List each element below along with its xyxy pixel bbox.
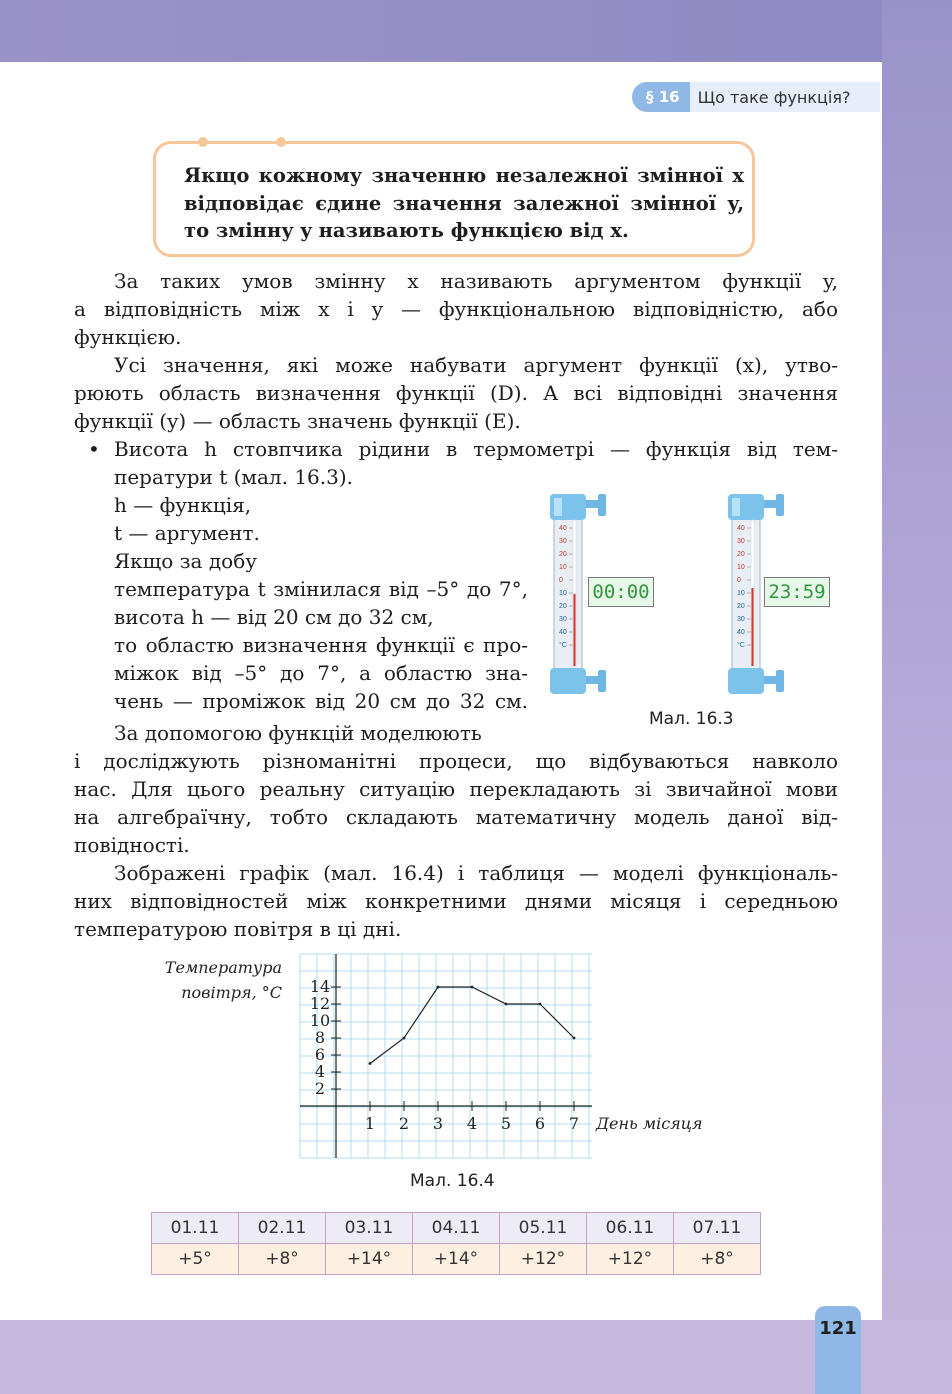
- x-tick-label: 5: [500, 1114, 512, 1133]
- x-tick-label: 6: [534, 1114, 546, 1133]
- y-tick-label: 8: [314, 1028, 326, 1047]
- cap-shine: [732, 498, 740, 516]
- x-tick-label: 1: [364, 1114, 376, 1133]
- text-line: рюють область визначення функції (D). А всі відповідні значення: [74, 381, 838, 405]
- figure-caption-16-4: Мал. 16.4: [410, 1171, 495, 1191]
- y-axis-label: Температура: [164, 958, 282, 977]
- paragraph-1: [74, 267, 838, 351]
- table-cell-temp: +8°: [674, 1244, 761, 1275]
- thermometer-cap-bottom: [728, 668, 764, 694]
- bullet-text: [114, 435, 838, 491]
- bracket-bottom-mount: [776, 670, 784, 692]
- text-line: на алгебраїчну, тобто складають математичну модель даної від-: [74, 805, 838, 829]
- scale-label: °C: [737, 642, 745, 649]
- y-axis-label: повітря, °C: [181, 983, 282, 1002]
- definition-line: то змінну y називають функцією від x.: [184, 219, 629, 242]
- definition-text: [184, 162, 744, 245]
- scale-label: 20: [559, 551, 567, 558]
- text-line: і досліджують різноманітні процеси, що відбуваються навколо: [74, 749, 838, 773]
- scale-label: 0: [737, 577, 741, 584]
- scale-label: 40: [737, 629, 745, 636]
- list-item: Якщо за добу: [114, 549, 257, 573]
- figure-caption-16-3: Мал. 16.3: [649, 709, 734, 729]
- clock-end: 23:59: [764, 577, 830, 607]
- scale-label: 0: [559, 577, 563, 584]
- text-line: а відповідність між x і y — функціональною відповідністю, або: [74, 297, 838, 321]
- section-header: [632, 82, 880, 112]
- text-line: них відповідностей між конкретними днями місяця і середньою: [74, 889, 838, 913]
- scale-label: 40: [559, 525, 567, 532]
- data-point: [573, 1037, 576, 1040]
- data-line: [370, 987, 574, 1064]
- table-cell-date: 07.11: [674, 1213, 761, 1244]
- data-point: [539, 1003, 542, 1006]
- text-line: нас. Для цього реальну ситуацію перекладають зі звичайної мови: [74, 777, 838, 801]
- section-number: § 16: [632, 82, 690, 112]
- scale-label: 10: [559, 564, 567, 571]
- scale-label: 40: [737, 525, 745, 532]
- table-cell-temp: +14°: [413, 1244, 500, 1275]
- list-item: то областю визначення функції є про-: [114, 633, 528, 657]
- y-tick-label: 4: [314, 1062, 326, 1081]
- scale-label: 30: [737, 538, 745, 545]
- text-line: Усі значення, які може набувати аргумент функції (x), утво-: [114, 353, 838, 377]
- y-tick-label: 6: [314, 1045, 326, 1064]
- y-tick-label: 2: [314, 1079, 326, 1098]
- scale-label: 30: [559, 538, 567, 545]
- y-tick-label: 10: [309, 1011, 331, 1030]
- text-line: За таких умов змінну x називають аргументом функції y,: [114, 269, 838, 293]
- x-tick-label: 3: [432, 1114, 444, 1133]
- temperature-table: [151, 1212, 761, 1275]
- decor-dot: [198, 137, 208, 147]
- data-point: [471, 986, 474, 989]
- definition-box: [153, 141, 755, 257]
- definition-line: Якщо кожному значенню незалежної змінної x: [184, 164, 744, 187]
- data-point: [505, 1003, 508, 1006]
- list-item: температура t змінилася від –5° до 7°,: [114, 577, 528, 601]
- list-item: h — функція,: [114, 493, 252, 517]
- liquid-column: [574, 594, 576, 666]
- section-title: Що таке функція?: [690, 82, 881, 112]
- table-cell-temp: +5°: [152, 1244, 239, 1275]
- temperature-chart: [140, 948, 730, 1166]
- table-cell-date: 06.11: [587, 1213, 674, 1244]
- table-cell-temp: +12°: [500, 1244, 587, 1275]
- decor-dot: [276, 137, 286, 147]
- table-cell-date: 01.11: [152, 1213, 239, 1244]
- data-point: [369, 1062, 372, 1065]
- text-line: температурою повітря в ці дні.: [74, 917, 402, 941]
- scale-label: 20: [559, 603, 567, 610]
- text-line: функції (y) — область значень функції (E).: [74, 409, 521, 433]
- list-item: міжок від –5° до 7°, а областю зна-: [114, 661, 528, 685]
- cap-shine: [554, 498, 562, 516]
- scale-label: 30: [737, 616, 745, 623]
- y-tick-label: 12: [309, 994, 331, 1013]
- bottom-band: [0, 1320, 952, 1394]
- page-number: 121: [815, 1306, 861, 1394]
- bullet-list: [114, 491, 528, 715]
- list-item: t — аргумент.: [114, 521, 260, 545]
- text-line: Зображені графік (мал. 16.4) і таблиця — моделі функціональ-: [114, 861, 838, 885]
- scale-label: 10: [737, 590, 745, 597]
- scale-label: 40: [559, 629, 567, 636]
- right-band: [882, 0, 952, 1394]
- table-cell-temp: +14°: [326, 1244, 413, 1275]
- y-tick-label: 14: [309, 977, 331, 996]
- paragraph-2: [74, 351, 838, 435]
- liquid-column: [752, 588, 754, 666]
- table-cell-temp: +8°: [239, 1244, 326, 1275]
- paragraph-3: [74, 719, 838, 859]
- x-tick-label: 4: [466, 1114, 478, 1133]
- data-point: [403, 1037, 406, 1040]
- text-line: функцією.: [74, 325, 182, 349]
- table-cell-date: 02.11: [239, 1213, 326, 1244]
- text-line: Висота h стовпчика рідини в термометрі — функція від тем-: [114, 437, 838, 461]
- bracket-top-mount: [598, 494, 606, 516]
- decor-line: [208, 141, 284, 144]
- x-tick-label: 2: [398, 1114, 410, 1133]
- scale-label: °C: [559, 642, 567, 649]
- table-row-dates: [152, 1213, 761, 1244]
- text-line: ператури t (мал. 16.3).: [114, 465, 354, 489]
- top-band: [0, 0, 952, 62]
- list-item: чень — проміжок від 20 см до 32 см.: [114, 689, 528, 713]
- paragraph-4: [74, 859, 838, 943]
- thermometer-cap-bottom: [550, 668, 586, 694]
- table-cell-date: 04.11: [413, 1213, 500, 1244]
- scale-label: 30: [559, 616, 567, 623]
- bracket-top-mount: [776, 494, 784, 516]
- clock-start: 00:00: [588, 577, 654, 607]
- x-axis-label: День місяця: [596, 1114, 703, 1133]
- scale-label: 10: [737, 564, 745, 571]
- data-point: [437, 986, 440, 989]
- definition-line: відповідає єдине значення залежної змінної y,: [184, 191, 744, 215]
- table-cell-date: 05.11: [500, 1213, 587, 1244]
- scale-label: 20: [737, 603, 745, 610]
- scale-label: 20: [737, 551, 745, 558]
- scale-label: 10: [559, 590, 567, 597]
- x-tick-label: 7: [568, 1114, 580, 1133]
- table-cell-temp: +12°: [587, 1244, 674, 1275]
- table-cell-date: 03.11: [326, 1213, 413, 1244]
- bracket-bottom-mount: [598, 670, 606, 692]
- list-item: висота h — від 20 см до 32 см,: [114, 605, 434, 629]
- table-row-temps: [152, 1244, 761, 1275]
- text-line: повідності.: [74, 833, 190, 857]
- text-line: За допомогою функцій моделюють: [114, 721, 482, 745]
- bullet-mark: •: [88, 437, 100, 461]
